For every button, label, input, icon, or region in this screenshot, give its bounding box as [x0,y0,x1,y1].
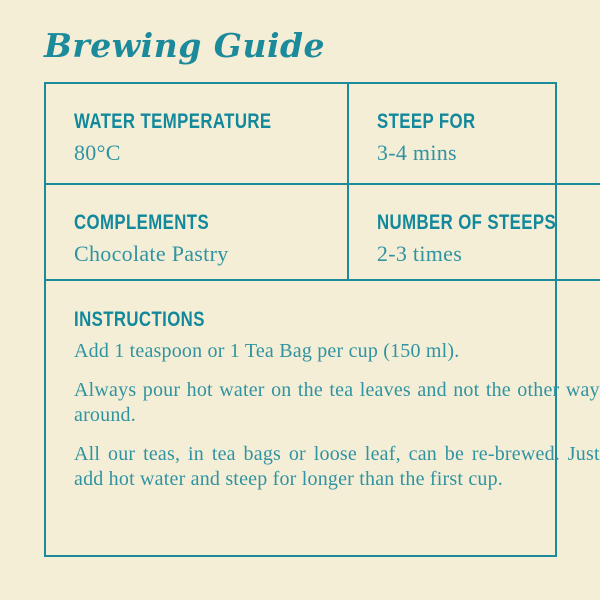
cell-complements [46,185,349,281]
cell-instructions [46,281,600,555]
instructions-label: INSTRUCTIONS [74,308,205,331]
cell-steep-for [349,84,600,185]
steep-for-value: 3-4 mins [376,140,457,165]
cell-water-temperature [46,84,349,185]
water-temperature-value: 80°C [74,140,121,165]
number-of-steeps-label: NUMBER OF STEEPS [376,211,556,234]
instructions-paragraph: All our teas, in tea bags or loose leaf, can be re-brewed. Just add hot water and steep for longer than the first cup. [74,443,600,490]
instructions-paragraph: Always pour hot water on the tea leaves and not the other way around. [74,379,600,426]
complements-label: COMPLEMENTS [74,211,210,234]
number-of-steeps-value: 2-3 times [376,241,463,266]
instructions-paragraph: Add 1 teaspoon or 1 Tea Bag per cup (150 ml). [74,340,460,362]
steep-for-label: STEEP FOR [376,110,476,133]
water-temperature-label: WATER TEMPERATURE [74,110,272,133]
brewing-guide-table [44,82,600,557]
page-title: Brewing Guide [44,26,326,65]
complements-value: Chocolate Pastry [74,241,229,266]
cell-number-of-steeps [349,185,600,281]
instructions-body [74,339,600,492]
